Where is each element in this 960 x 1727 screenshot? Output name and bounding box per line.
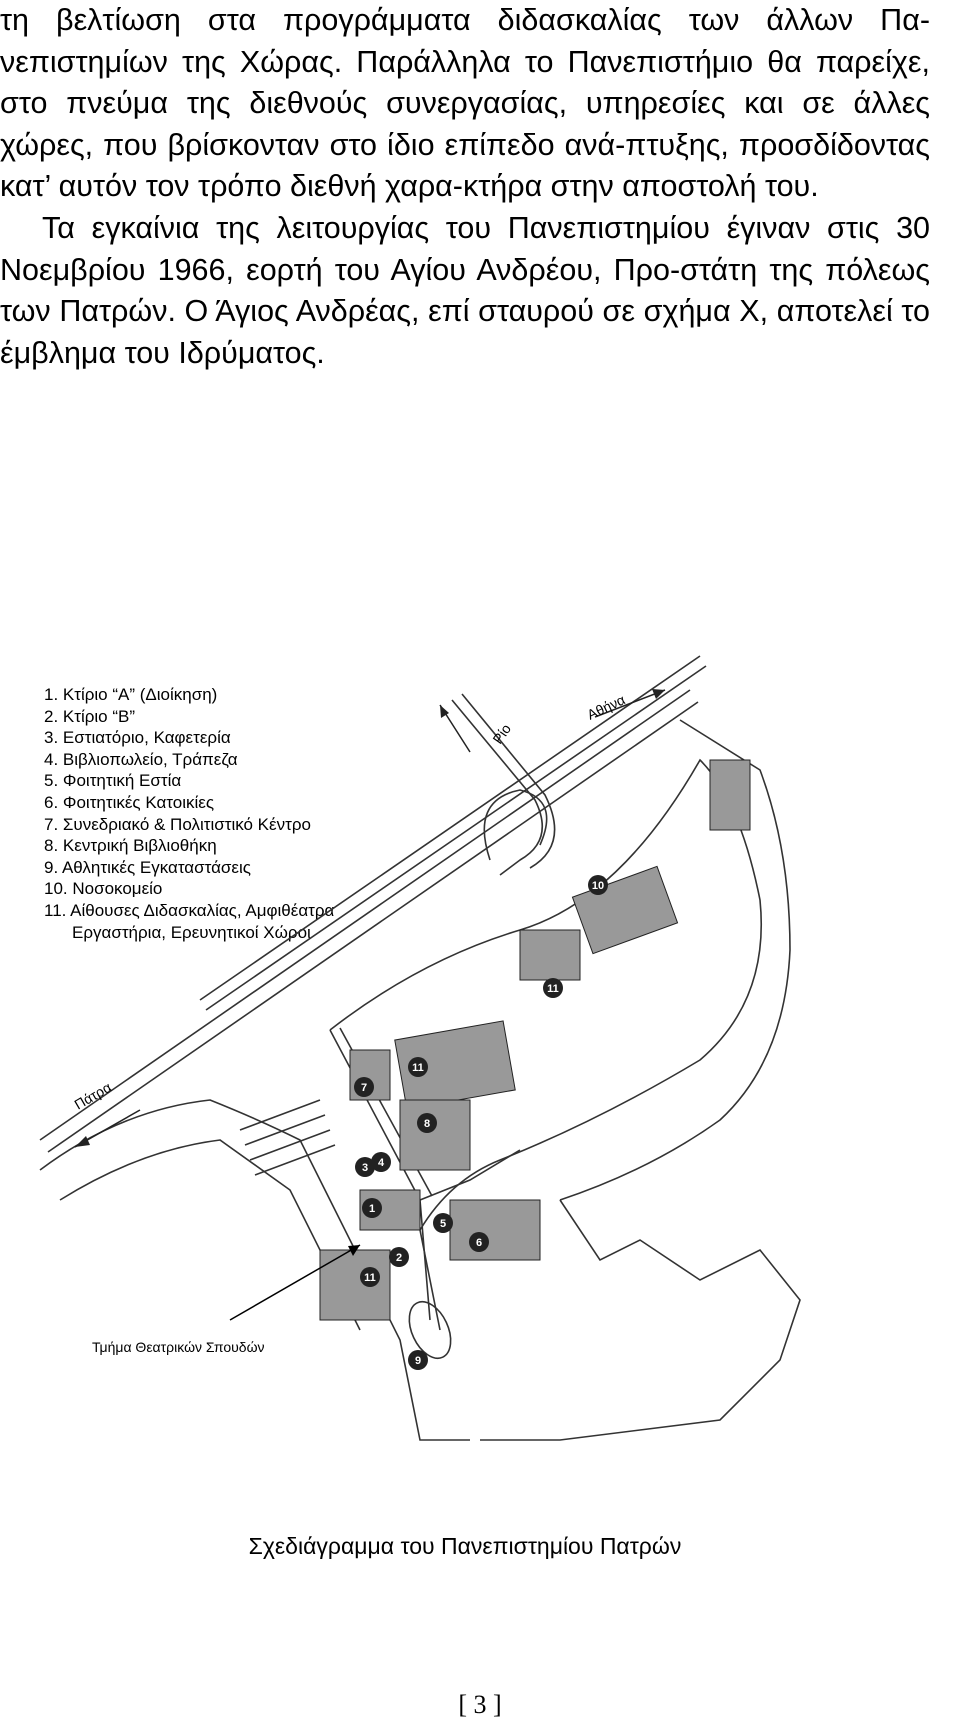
- building-cluster: [450, 1200, 540, 1260]
- svg-text:10: 10: [591, 880, 605, 892]
- marker-6: [469, 1232, 489, 1252]
- paragraph-2: Τα εγκαίνια της λειτουργίας του Πανεπιστημίου έγιναν στις 30 Νοεμβρίου 1966, εορτή του Αγίου Ανδρέου, Προ-στάτη της πόλεως των Πατρών. Ο Άγιος Ανδρέας, επί σταυρού σε σχήμα Χ, αποτελεί το έμβλημα του Ιδρύματος.: [0, 210, 930, 370]
- label-rio: Ρίο: [489, 720, 515, 747]
- label-athina: Αθήνα: [584, 691, 628, 723]
- legend-item: 4. Βιβλιοπωλείο, Τράπεζα: [44, 749, 238, 769]
- svg-text:11: 11: [364, 1272, 376, 1284]
- page-number: [ 3 ]: [458, 1690, 502, 1719]
- legend-item: 9. Αθλητικές Εγκαταστάσεις: [44, 857, 251, 877]
- athletic-track: [401, 1295, 459, 1365]
- campus-ring-road: [330, 760, 761, 1330]
- marker-11: [408, 1057, 428, 1077]
- marker-10: [588, 875, 608, 895]
- svg-text:8: 8: [423, 1118, 431, 1130]
- svg-text:2: 2: [395, 1252, 403, 1264]
- building-cluster: [572, 866, 677, 953]
- marker-4: [371, 1152, 391, 1172]
- svg-text:7: 7: [360, 1082, 368, 1094]
- building-cluster: [520, 930, 580, 980]
- label-theatre: Τμήμα Θεατρικών Σπουδών: [92, 1339, 265, 1355]
- svg-text:9: 9: [414, 1355, 422, 1367]
- marker-2: [389, 1247, 409, 1267]
- svg-text:1: 1: [368, 1203, 376, 1215]
- figure-caption: Σχεδιάγραμμα του Πανεπιστημίου Πατρών: [248, 1533, 682, 1559]
- building-cluster: [320, 1250, 390, 1320]
- svg-text:5: 5: [439, 1218, 447, 1230]
- svg-text:11: 11: [547, 983, 559, 995]
- campus-ring-road: [560, 720, 790, 1200]
- marker-5: [433, 1213, 453, 1233]
- marker-11: [360, 1267, 380, 1287]
- legend-item-continuation: Εργαστήρια, Ερευνητικοί Χώροι: [72, 922, 311, 942]
- svg-text:4: 4: [377, 1157, 385, 1169]
- building-cluster: [400, 1100, 470, 1170]
- building-cluster: [710, 760, 750, 830]
- legend-item: 6. Φοιτητικές Κατοικίες: [44, 792, 215, 812]
- svg-text:11: 11: [412, 1062, 424, 1074]
- patra-arrow-head: [75, 1136, 90, 1147]
- highway-line: [206, 666, 706, 1010]
- legend-item: 10. Νοσοκομείο: [44, 879, 163, 899]
- legend-item: 3. Εστιατόριο, Καφετερία: [44, 728, 231, 748]
- paragraph-1: τη βελτίωση στα προγράμματα διδασκαλίας των άλλων Πα-νεπιστημίων της Χώρας. Παράλληλα το Πανεπιστήμιο θα παρείχε, στο πνεύμα της διεθνούς συνεργασίας, υπηρεσίες και σε άλλες χώρες, που βρίσκονταν στο ίδιο επίπεδο ανά-πτυξης, προσδίδοντας κατ’ αυτόν τον τρόπο διεθνή χαρα-κτήρα στην αποστολή του.: [0, 3, 930, 204]
- marker-11: [543, 978, 563, 998]
- marker-7: [354, 1077, 374, 1097]
- legend-item: 1. Κτίριο “Α” (Διοίκηση): [44, 685, 218, 704]
- legend-item: 8. Κεντρική Βιβλιοθήκη: [44, 836, 217, 856]
- marker-1: [362, 1198, 382, 1218]
- label-patra: Πάτρα: [71, 1078, 114, 1113]
- svg-text:3: 3: [361, 1162, 369, 1174]
- marker-8: [417, 1113, 437, 1133]
- svg-text:6: 6: [475, 1237, 483, 1249]
- marker-9: [408, 1350, 428, 1370]
- highway-line: [200, 656, 700, 1000]
- legend-item: 11. Αίθουσες Διδασκαλίας, Αμφιθέατρα: [44, 900, 335, 920]
- legend-item: 5. Φοιτητική Εστία: [44, 771, 182, 791]
- legend-item: 2. Κτίριο “Β”: [44, 706, 136, 726]
- legend-item: 7. Συνεδριακό & Πολιτιστικό Κέντρο: [44, 814, 311, 834]
